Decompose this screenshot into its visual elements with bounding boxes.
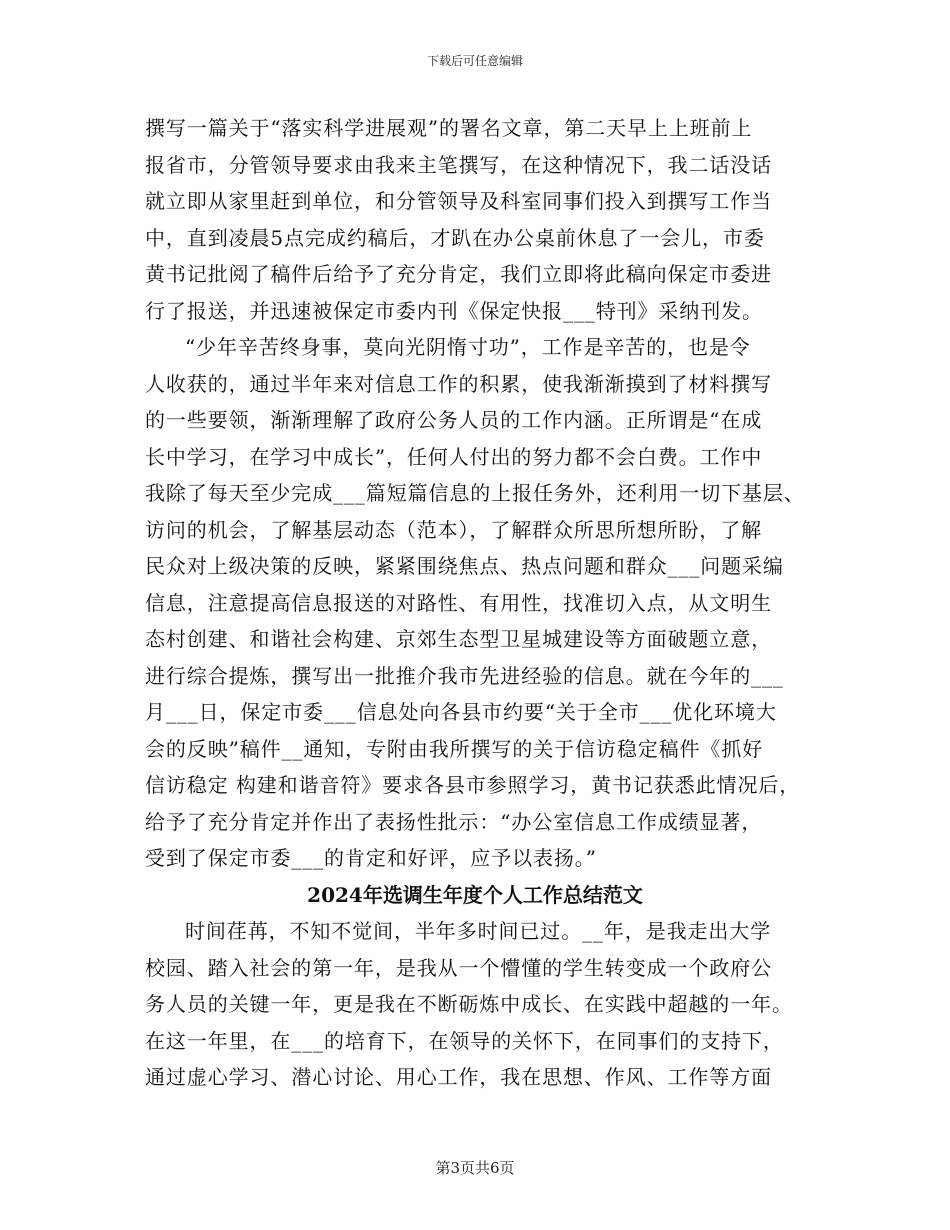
text-line: 校园、踏入社会的第一年，是我从一个懵懂的学生转变成一个政府公 <box>145 956 772 980</box>
section-title: 2024年选调生年度个人工作总结范文 <box>307 883 643 907</box>
text-line: 给予了充分肯定并作出了表扬性批示：“办公室信息工作成绩显著， <box>145 810 763 834</box>
text-line: 黄书记批阅了稿件后给予了充分肯定，我们立即将此稿向保定市委进 <box>145 262 772 286</box>
text-line: 会的反映”稿件__通知，专附由我所撰写的关于信访稳定稿件《抓好 <box>145 737 764 761</box>
text-line: 撰写一篇关于“落实科学进展观”的署名文章，第二天早上上班前上 <box>145 116 753 140</box>
text-line: 在这一年里，在___的培育下，在领导的关怀下，在同事们的支持下， <box>145 1029 784 1053</box>
text-line: 访问的机会，了解基层动态（范本），了解群众所思所想所盼，了解 <box>145 518 762 542</box>
text-line: 人收获的，通过半年来对信息工作的积累，使我渐渐摸到了材料撰写 <box>145 372 772 396</box>
text-line: 通过虚心学习、潜心讨论、用心工作，我在思想、作风、工作等方面 <box>145 1065 772 1089</box>
page-number: 第3页共6页 <box>435 1159 515 1177</box>
text-line: 民众对上级决策的反映，紧紧围绕焦点、热点问题和群众___问题采编 <box>145 554 784 578</box>
text-line: 时间荏苒，不知不觉间，半年多时间已过。__年，是我走出大学 <box>185 919 772 943</box>
text-line: 我除了每天至少完成___篇短篇信息的上报任务外，还利用一切下基层、 <box>145 481 805 505</box>
text-line: 长中学习，在学习中成长”，任何人付出的努力都不会白费。工作中 <box>145 445 763 469</box>
text-line: 就立即从家里赶到单位，和分管领导及科室同事们投入到撰写工作当 <box>145 189 772 213</box>
text-line: 受到了保定市委___的肯定和好评，应予以表扬。” <box>145 846 597 870</box>
text-line: 行了报送，并迅速被保定市委内刊《保定快报___特刊》采纳刊发。 <box>145 299 763 323</box>
text-line: 进行综合提炼，撰写出一批推介我市先进经验的信息。就在今年的___ <box>145 664 784 688</box>
text-line: “少年辛苦终身事，莫向光阴惰寸功”，工作是辛苦的，也是令 <box>185 335 751 359</box>
header-note: 下载后可任意编辑 <box>426 54 523 68</box>
text-line: 报省市，分管领导要求由我来主笔撰写，在这种情况下，我二话没话 <box>145 153 772 177</box>
text-line: 信访稳定 构建和谐音符》要求各县市参照学习，黄书记获悉此情况后， <box>145 773 801 797</box>
text-line: 信息，注意提高信息报送的对路性、有用性，找准切入点，从文明生 <box>145 591 772 615</box>
text-line: 态村创建、和谐社会构建、京郊生态型卫星城建设等方面破题立意， <box>145 627 772 651</box>
text-line: 务人员的关键一年，更是我在不断砺炼中成长、在实践中超越的一年。 <box>145 992 793 1016</box>
text-line: 的一些要领，渐渐理解了政府公务人员的工作内涵。正所谓是“在成 <box>145 408 763 432</box>
text-line: 中，直到凌晨5点完成约稿后，才趴在办公桌前休息了一会儿，市委 <box>145 226 765 250</box>
text-line: 月___日，保定市委___信息处向各县市约要“关于全市___优化环境大 <box>145 700 777 724</box>
